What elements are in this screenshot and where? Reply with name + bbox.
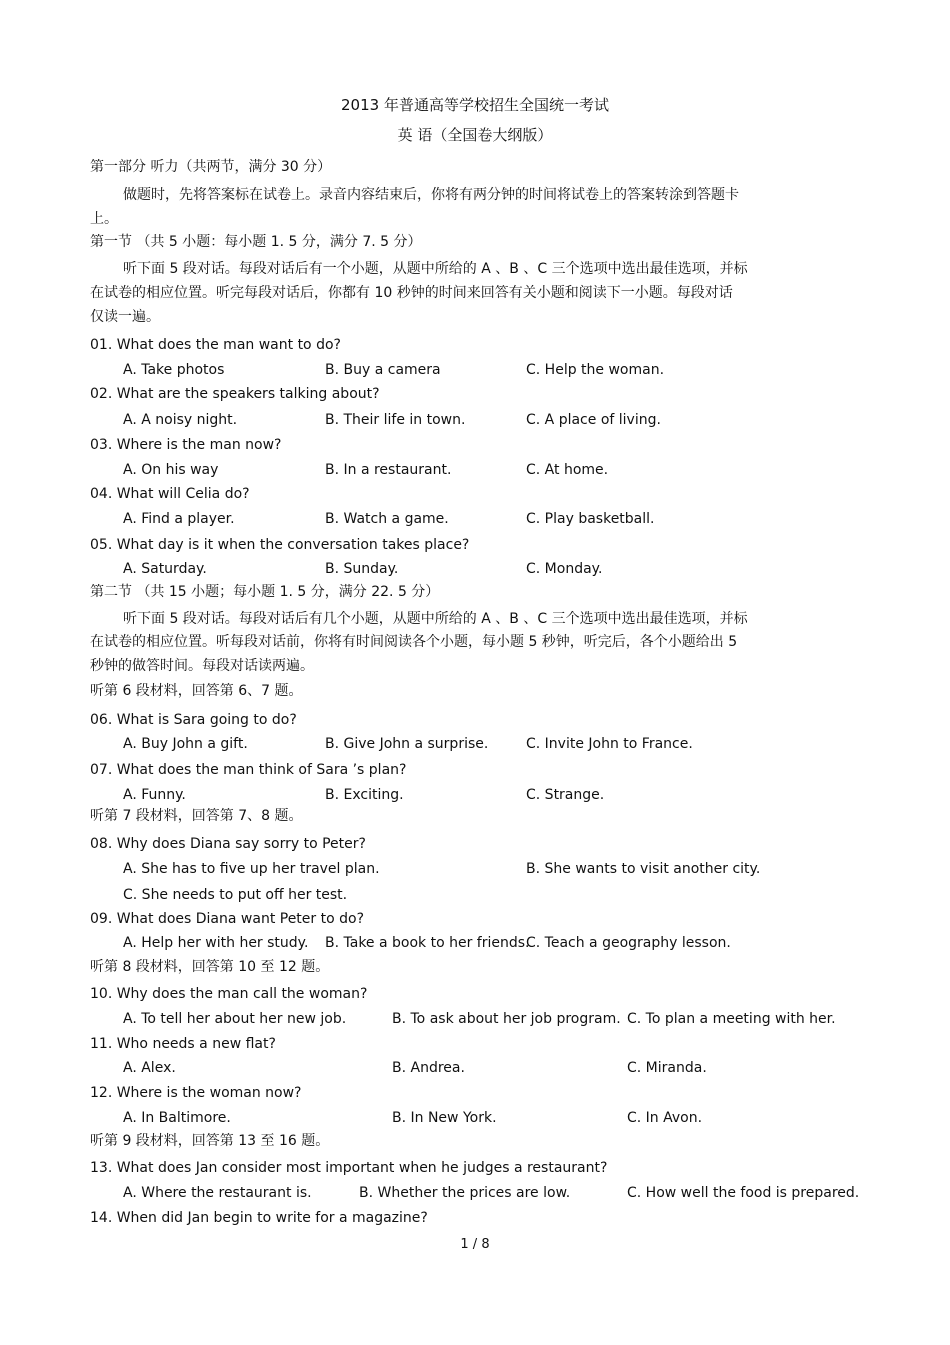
q08-option-b: B. She wants to visit another city. [526, 861, 761, 877]
question-12: 12. Where is the woman now? [90, 1085, 302, 1101]
q10-option-b: B. To ask about her job program. [392, 1011, 621, 1027]
q09-option-c: C. Teach a geography lesson. [526, 935, 731, 951]
question-13: 13. What does Jan consider most important when he judges a restaurant? [90, 1160, 608, 1176]
question-03: 03. Where is the man now? [90, 437, 282, 453]
q11-option-c: C. Miranda. [627, 1060, 707, 1076]
q13-option-a: A. Where the restaurant is. [123, 1185, 312, 1201]
q11-option-b: B. Andrea. [392, 1060, 465, 1076]
section2-intro-line2: 在试卷的相应位置。听每段对话前，你将有时间阅读各个小题，每小题 5 秒钟，听完后，各个小题给出 5 [90, 634, 738, 650]
q01-option-a: A. Take photos [123, 362, 225, 378]
page-number: 1 / 8 [460, 1237, 490, 1252]
q03-option-a: A. On his way [123, 462, 219, 478]
question-01: 01. What does the man want to do? [90, 337, 341, 353]
section2-heading: 第二节 （共 15 小题；每小题 1. 5 分，满分 22. 5 分） [90, 584, 440, 600]
q04-option-c: C. Play basketball. [526, 511, 655, 527]
q06-option-c: C. Invite John to France. [526, 736, 693, 752]
q03-option-b: B. In a restaurant. [325, 462, 452, 478]
q06-option-a: A. Buy John a gift. [123, 736, 248, 752]
section1-intro-line1: 听下面 5 段对话。每段对话后有一个小题，从题中所给的 A 、B 、C 三个选项中选出最佳选项，并标 [123, 261, 748, 277]
q06-option-b: B. Give John a surprise. [325, 736, 489, 752]
section1-heading: 第一节 （共 5 小题：每小题 1. 5 分，满分 7. 5 分） [90, 234, 422, 250]
q08-option-a: A. She has to five up her travel plan. [123, 861, 380, 877]
section1-intro-line2: 在试卷的相应位置。听完每段对话后，你都有 10 秒钟的时间来回答有关小题和阅读下一小题。每段对话 [90, 285, 733, 301]
q02-option-a: A. A noisy night. [123, 412, 238, 428]
material-7-instruction: 听第 7 段材料，回答第 7、8 题。 [90, 808, 303, 824]
question-11: 11. Who needs a new flat? [90, 1036, 276, 1052]
q07-option-a: A. Funny. [123, 787, 186, 803]
q08-option-c: C. She needs to put off her test. [123, 887, 348, 903]
material-6-instruction: 听第 6 段材料，回答第 6、7 题。 [90, 683, 303, 699]
q04-option-a: A. Find a player. [123, 511, 235, 527]
q04-option-b: B. Watch a game. [325, 511, 449, 527]
exam-title: 2013 年普通高等学校招生全国统一考试 [341, 96, 609, 114]
q07-option-b: B. Exciting. [325, 787, 404, 803]
q07-option-c: C. Strange. [526, 787, 605, 803]
q05-option-a: A. Saturday. [123, 561, 207, 577]
material-9-instruction: 听第 9 段材料，回答第 13 至 16 题。 [90, 1133, 330, 1149]
exam-subtitle: 英 语（全国卷大纲版） [397, 126, 553, 144]
q01-option-c: C. Help the woman. [526, 362, 665, 378]
part1-intro-line2: 上。 [90, 211, 118, 227]
q02-option-c: C. A place of living. [526, 412, 661, 428]
question-10: 10. Why does the man call the woman? [90, 986, 368, 1002]
question-14: 14. When did Jan begin to write for a magazine? [90, 1210, 428, 1226]
q11-option-a: A. Alex. [123, 1060, 176, 1076]
q05-option-b: B. Sunday. [325, 561, 399, 577]
material-8-instruction: 听第 8 段材料，回答第 10 至 12 题。 [90, 959, 330, 975]
section2-intro-line3: 秒钟的做答时间。每段对话读两遍。 [90, 658, 314, 674]
question-04: 04. What will Celia do? [90, 486, 250, 502]
question-02: 02. What are the speakers talking about? [90, 386, 380, 402]
q09-option-a: A. Help her with her study. [123, 935, 309, 951]
part1-heading: 第一部分 听力（共两节，满分 30 分） [90, 159, 332, 175]
question-07: 07. What does the man think of Sara ’s plan? [90, 762, 407, 778]
q12-option-b: B. In New York. [392, 1110, 497, 1126]
q13-option-c: C. How well the food is prepared. [627, 1185, 860, 1201]
q10-option-a: A. To tell her about her new job. [123, 1011, 347, 1027]
section2-intro-line1: 听下面 5 段对话。每段对话后有几个小题，从题中所给的 A 、B 、C 三个选项中选出最佳选项，并标 [123, 611, 748, 627]
q05-option-c: C. Monday. [526, 561, 603, 577]
q01-option-b: B. Buy a camera [325, 362, 441, 378]
question-08: 08. Why does Diana say sorry to Peter? [90, 836, 366, 852]
q02-option-b: B. Their life in town. [325, 412, 466, 428]
q10-option-c: C. To plan a meeting with her. [627, 1011, 836, 1027]
q12-option-c: C. In Avon. [627, 1110, 703, 1126]
section1-intro-line3: 仅读一遍。 [90, 309, 160, 325]
q12-option-a: A. In Baltimore. [123, 1110, 231, 1126]
part1-intro-line1: 做题时，先将答案标在试卷上。录音内容结束后，你将有两分钟的时间将试卷上的答案转涂到答题卡 [123, 187, 739, 203]
question-09: 09. What does Diana want Peter to do? [90, 911, 365, 927]
question-05: 05. What day is it when the conversation takes place? [90, 537, 470, 553]
question-06: 06. What is Sara going to do? [90, 712, 297, 728]
q13-option-b: B. Whether the prices are low. [359, 1185, 571, 1201]
q03-option-c: C. At home. [526, 462, 609, 478]
q09-option-b: B. Take a book to her friends. [325, 935, 530, 951]
